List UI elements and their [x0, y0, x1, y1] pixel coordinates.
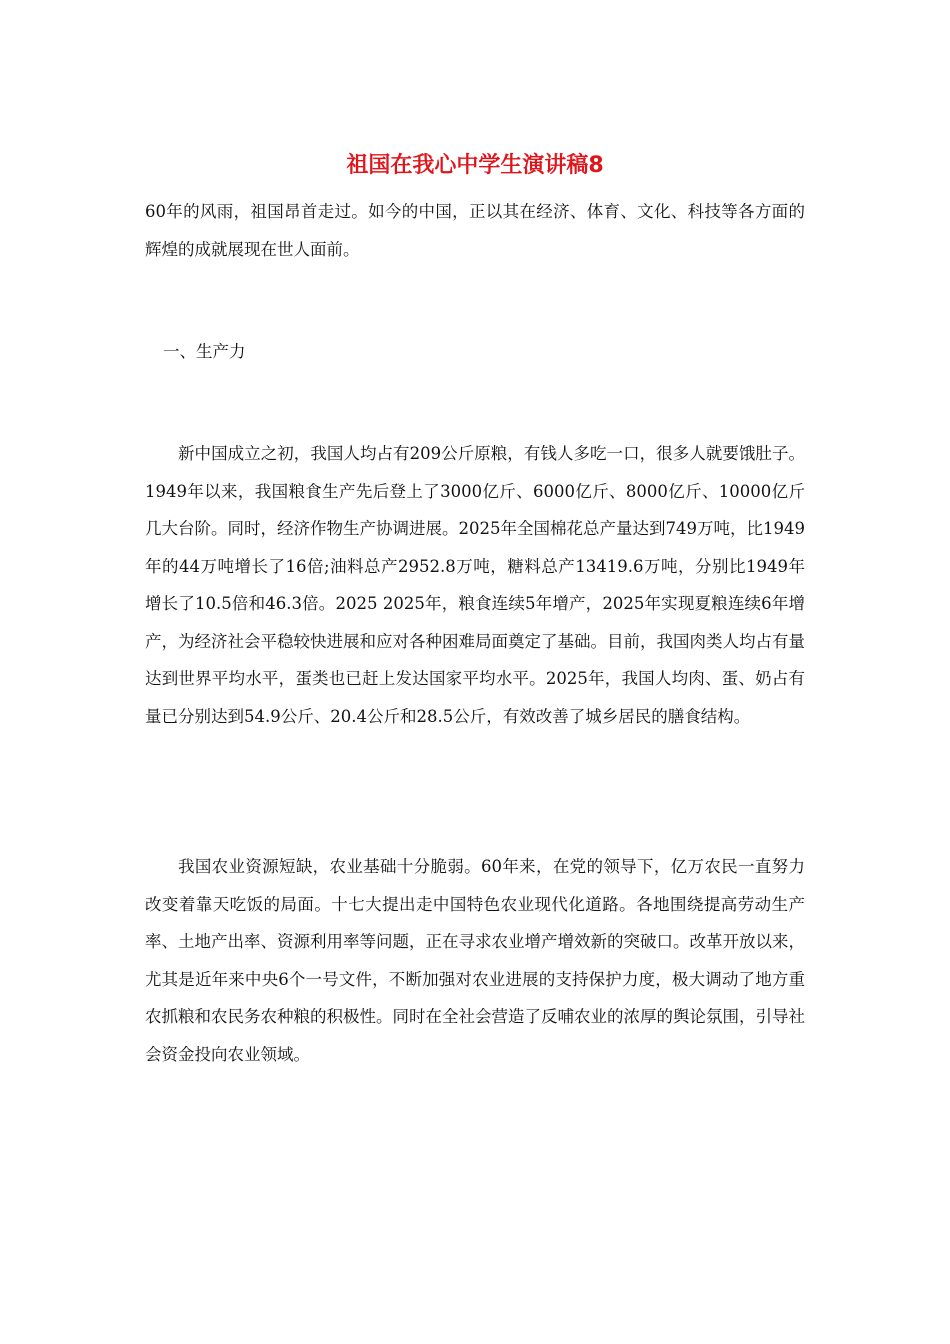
paragraph-agriculture-resources: 我国农业资源短缺，农业基础十分脆弱。60年来，在党的领导下，亿万农民一直努力改变着靠天吃饭的局面。十七大提出走中国特色农业现代化道路。各地围绕提高劳动生产率、土地产出率、资源利用率等问题，正在寻求农业增产增效新的突破口。改革开放以来，尤其是近年来中央6个一号文件，不断加强对农业进展的支持保护力度，极大调动了地方重农抓粮和农民务农种粮的积极性。同时在全社会营造了反哺农业的浓厚的舆论氛围，引导社会资金投向农业领域。 [145, 857, 805, 1064]
intro-paragraph: 60年的风雨，祖国昂首走过。如今的中国，正以其在经济、体育、文化、科技等各方面的辉煌的成就展现在世人面前。 [145, 202, 805, 259]
paragraph-grain-production: 新中国成立之初，我国人均占有209公斤原粮，有钱人多吃一口，很多人就要饿肚子。1949年以来，我国粮食生产先后登上了3000亿斤、6000亿斤、8000亿斤、10000亿斤几大台阶。同时，经济作物生产协调进展。2025年全国棉花总产量达到749万吨，比1949年的44万吨增长了16倍;油料总产2952.8万吨，糖料总产13419.6万吨，分别比1949年增长了10.5倍和46.3倍。2025 2025年，粮食连续5年增产，2025年实现夏粮连续6年增产，为经济社会平稳较快进展和应对各种困难局面奠定了基础。目前，我国肉类人均占有量达到世界平均水平，蛋类也已赶上发达国家平均水平。2025年，我国人均肉、蛋、奶占有量已分别达到54.9公斤、20.4公斤和28.5公斤，有效改善了城乡居民的膳食结构。 [145, 444, 805, 726]
document-title: 祖国在我心中学生演讲稿8 [346, 153, 604, 178]
section-heading-productivity: 一、生产力 [163, 342, 246, 361]
